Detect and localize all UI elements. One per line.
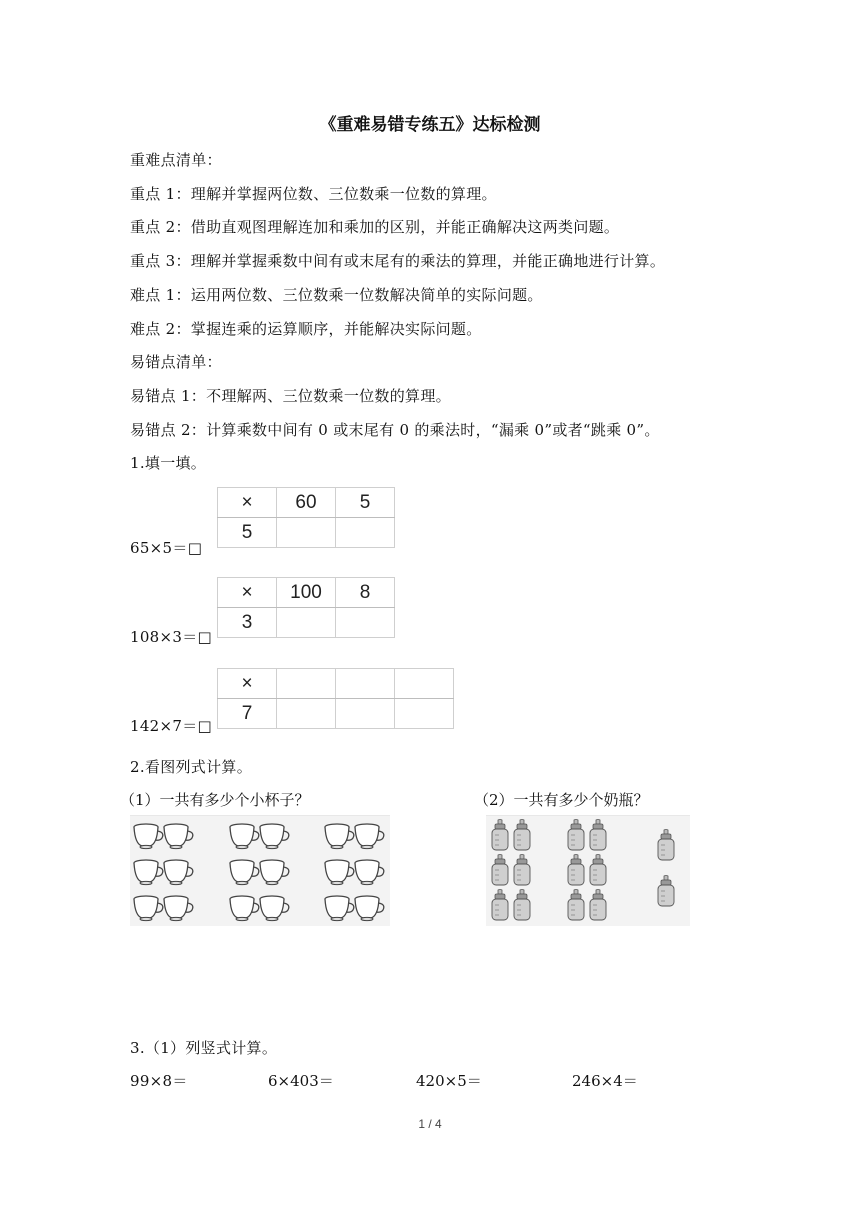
cup-icon [260,824,289,849]
cup-icon [164,896,193,921]
calc-item-4: 246×4＝ [572,1072,638,1090]
bottle-icon [568,890,584,921]
error-point-1: 易错点 1：不理解两、三位数乘一位数的算理。 [130,387,451,405]
grid-cell: 100 [277,578,336,608]
bottle-icon [492,820,508,851]
grid-answer-cell[interactable] [277,699,336,729]
calc-item-1: 99×8＝ [130,1072,188,1090]
cups-illustration [130,816,390,926]
key-point-1: 重点 1：理解并掌握两位数、三位数乘一位数的算理。 [130,185,497,203]
equation-142x7: 142×7＝□ [130,717,213,735]
bottle-icon [568,820,584,851]
cup-icon [325,860,354,885]
grid-cell: 5 [218,518,277,548]
cup-icon [355,860,384,885]
grid-cell: 60 [277,488,336,518]
equation-65x5: 65×5＝□ [130,539,203,557]
cup-icon [325,896,354,921]
cup-icon [230,860,259,885]
multiplication-grid-3 [217,668,454,729]
grid-answer-cell[interactable] [277,518,336,548]
grid-cell: × [218,669,277,699]
multiplication-grid-1 [217,487,395,548]
cup-icon [164,824,193,849]
bottle-icon [568,855,584,886]
difficult-point-1: 难点 1：运用两位数、三位数乘一位数解决简单的实际问题。 [130,286,543,304]
bottles-picture [486,815,690,926]
grid-answer-cell[interactable] [277,608,336,638]
grid-cell: × [218,578,277,608]
grid-answer-cell[interactable] [395,699,454,729]
question-3-label: 3.（1）列竖式计算。 [130,1039,278,1057]
key-points-heading: 重难点清单： [130,151,222,169]
bottle-icon [492,855,508,886]
bottle-icon [590,820,606,851]
grid-answer-cell[interactable] [336,699,395,729]
cup-icon [134,896,163,921]
cup-icon [134,824,163,849]
cup-icon [164,860,193,885]
page-number: 1 / 4 [418,1117,442,1131]
question-2-sub-2: （2）一共有多少个奶瓶？ [474,791,649,809]
cup-icon [230,824,259,849]
key-point-2: 重点 2：借助直观图理解连加和乘加的区别，并能正确解决这两类问题。 [130,218,620,236]
cups-picture [130,815,390,926]
bottle-icon [658,830,674,861]
cup-icon [230,896,259,921]
grid-answer-cell[interactable] [336,669,395,699]
equation-108x3: 108×3＝□ [130,628,213,646]
bottle-icon [514,820,530,851]
grid-cell: 7 [218,699,277,729]
grid-answer-cell[interactable] [277,669,336,699]
key-point-3: 重点 3：理解并掌握乘数中间有或末尾有的乘法的算理，并能正确地进行计算。 [130,252,666,270]
bottle-icon [514,890,530,921]
question-2-sub-1: （1）一共有多少个小杯子？ [120,791,310,809]
grid-cell: 3 [218,608,277,638]
cup-icon [355,896,384,921]
question-2-label: 2.看图列式计算。 [130,758,253,776]
bottles-illustration [486,816,690,926]
cup-icon [355,824,384,849]
cup-icon [260,860,289,885]
grid-cell: 5 [336,488,395,518]
page-title: 《重难易错专练五》达标检测 [319,115,541,135]
multiplication-grid-2 [217,577,395,638]
calc-item-2: 6×403＝ [268,1072,334,1090]
error-point-2: 易错点 2：计算乘数中间有 0 或末尾有 0 的乘法时，“漏乘 0”或者“跳乘 0”。 [130,421,660,439]
grid-answer-cell[interactable] [395,669,454,699]
bottle-icon [590,855,606,886]
error-points-heading: 易错点清单： [130,353,222,371]
difficult-point-2: 难点 2：掌握连乘的运算顺序，并能解决实际问题。 [130,320,482,338]
grid-cell: × [218,488,277,518]
cup-icon [260,896,289,921]
question-1-label: 1.填一填。 [130,454,207,472]
grid-answer-cell[interactable] [336,518,395,548]
cup-icon [134,860,163,885]
grid-cell: 8 [336,578,395,608]
grid-answer-cell[interactable] [336,608,395,638]
bottle-icon [514,855,530,886]
calc-item-3: 420×5＝ [416,1072,482,1090]
bottle-icon [658,876,674,907]
cup-icon [325,824,354,849]
bottle-icon [590,890,606,921]
bottle-icon [492,890,508,921]
